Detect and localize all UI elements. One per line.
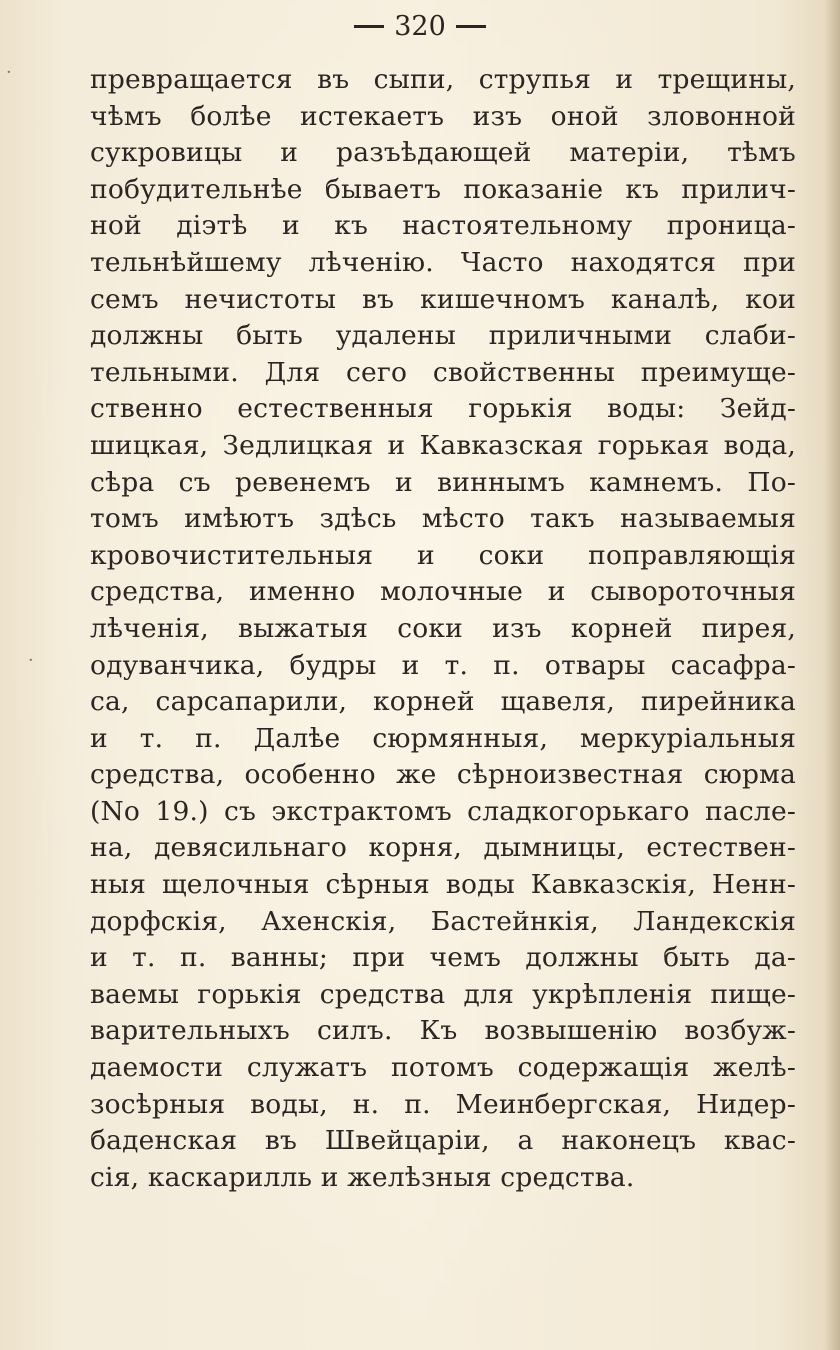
text-line: сукровицы и разъѣдающей матеріи, тѣмъ — [90, 137, 796, 169]
text-line: сія, каскарилль и желѣзныя средства. — [90, 1161, 635, 1193]
text-line: кровочистительныя и соки поправляющія — [90, 539, 796, 571]
text-line: превращается въ сыпи, струпья и трещины, — [90, 64, 796, 95]
text-line: тельнѣйшему лѣченію. Часто находятся при — [90, 246, 796, 278]
text-line: семъ нечистоты въ кишечномъ каналѣ, кои — [90, 283, 796, 315]
header-dash-left — [354, 25, 384, 28]
page-edge-shadow — [824, 0, 840, 1350]
text-line: тельными. Для сего свойственны преимуще- — [90, 356, 796, 388]
text-line: ваемы горькія средства для укрѣпленія пище- — [90, 978, 796, 1010]
text-line: даемости служатъ потомъ содержащія желѣ- — [90, 1052, 796, 1084]
text-line: побудительнѣе бываетъ показаніе къ прилич- — [90, 173, 796, 205]
ink-speck: · — [6, 62, 12, 83]
text-line: ныя щелочныя сѣрныя воды Кавказскія, Ненн- — [90, 869, 796, 901]
text-line: баденская въ Швейцаріи, а наконецъ квас- — [90, 1125, 796, 1157]
text-line: ственно естественныя горькія воды: Зейд- — [90, 393, 796, 425]
text-line: и т. п. Далѣе сюрмянныя, меркуріальныя — [90, 722, 796, 754]
ink-speck: · — [28, 650, 34, 671]
text-line: (No 19.) съ экстрактомъ сладкогорькаго пасле- — [90, 795, 796, 827]
text-line: томъ имѣютъ здѣсь мѣсто такъ называемыя — [90, 503, 796, 535]
text-line: са, сарсапарили, корней щавеля, пирейника — [90, 686, 796, 718]
text-line: сѣра съ ревенемъ и виннымъ камнемъ. По- — [90, 466, 796, 498]
text-line: шицкая, Зедлицкая и Кавказская горькая вода, — [90, 429, 796, 461]
text-line: дорфскія, Ахенскія, Бастейнкія, Ландекскія — [90, 905, 796, 937]
text-line: средства, именно молочные и сывороточныя — [90, 576, 796, 608]
text-line: и т. п. ванны; при чемъ должны быть да- — [90, 942, 796, 974]
page-number: 320 — [394, 10, 446, 42]
text-line: одуванчика, будры и т. п. отвары сасафра- — [90, 649, 796, 681]
text-line: варительныхъ силъ. Къ возвышенію возбуж- — [90, 1015, 796, 1047]
body-text — [90, 62, 796, 1196]
text-line: чѣмъ болѣе истекаетъ изъ оной зловонной — [90, 100, 796, 132]
text-line: лѣченія, выжатыя соки изъ корней пирея, — [90, 612, 796, 644]
header-dash-right — [456, 25, 486, 28]
text-line: должны быть удалены приличными слаби- — [90, 320, 796, 352]
text-line: зосѣрныя воды, н. п. Меинбергская, Нидер- — [90, 1088, 796, 1120]
text-line: на, девясильнаго корня, дымницы, естествен- — [90, 832, 796, 864]
page-header — [0, 6, 840, 46]
text-line: ной діэтѣ и къ настоятельному проница- — [90, 210, 796, 242]
text-line: средства, особенно же сѣрноизвестная сюрма — [90, 759, 796, 791]
